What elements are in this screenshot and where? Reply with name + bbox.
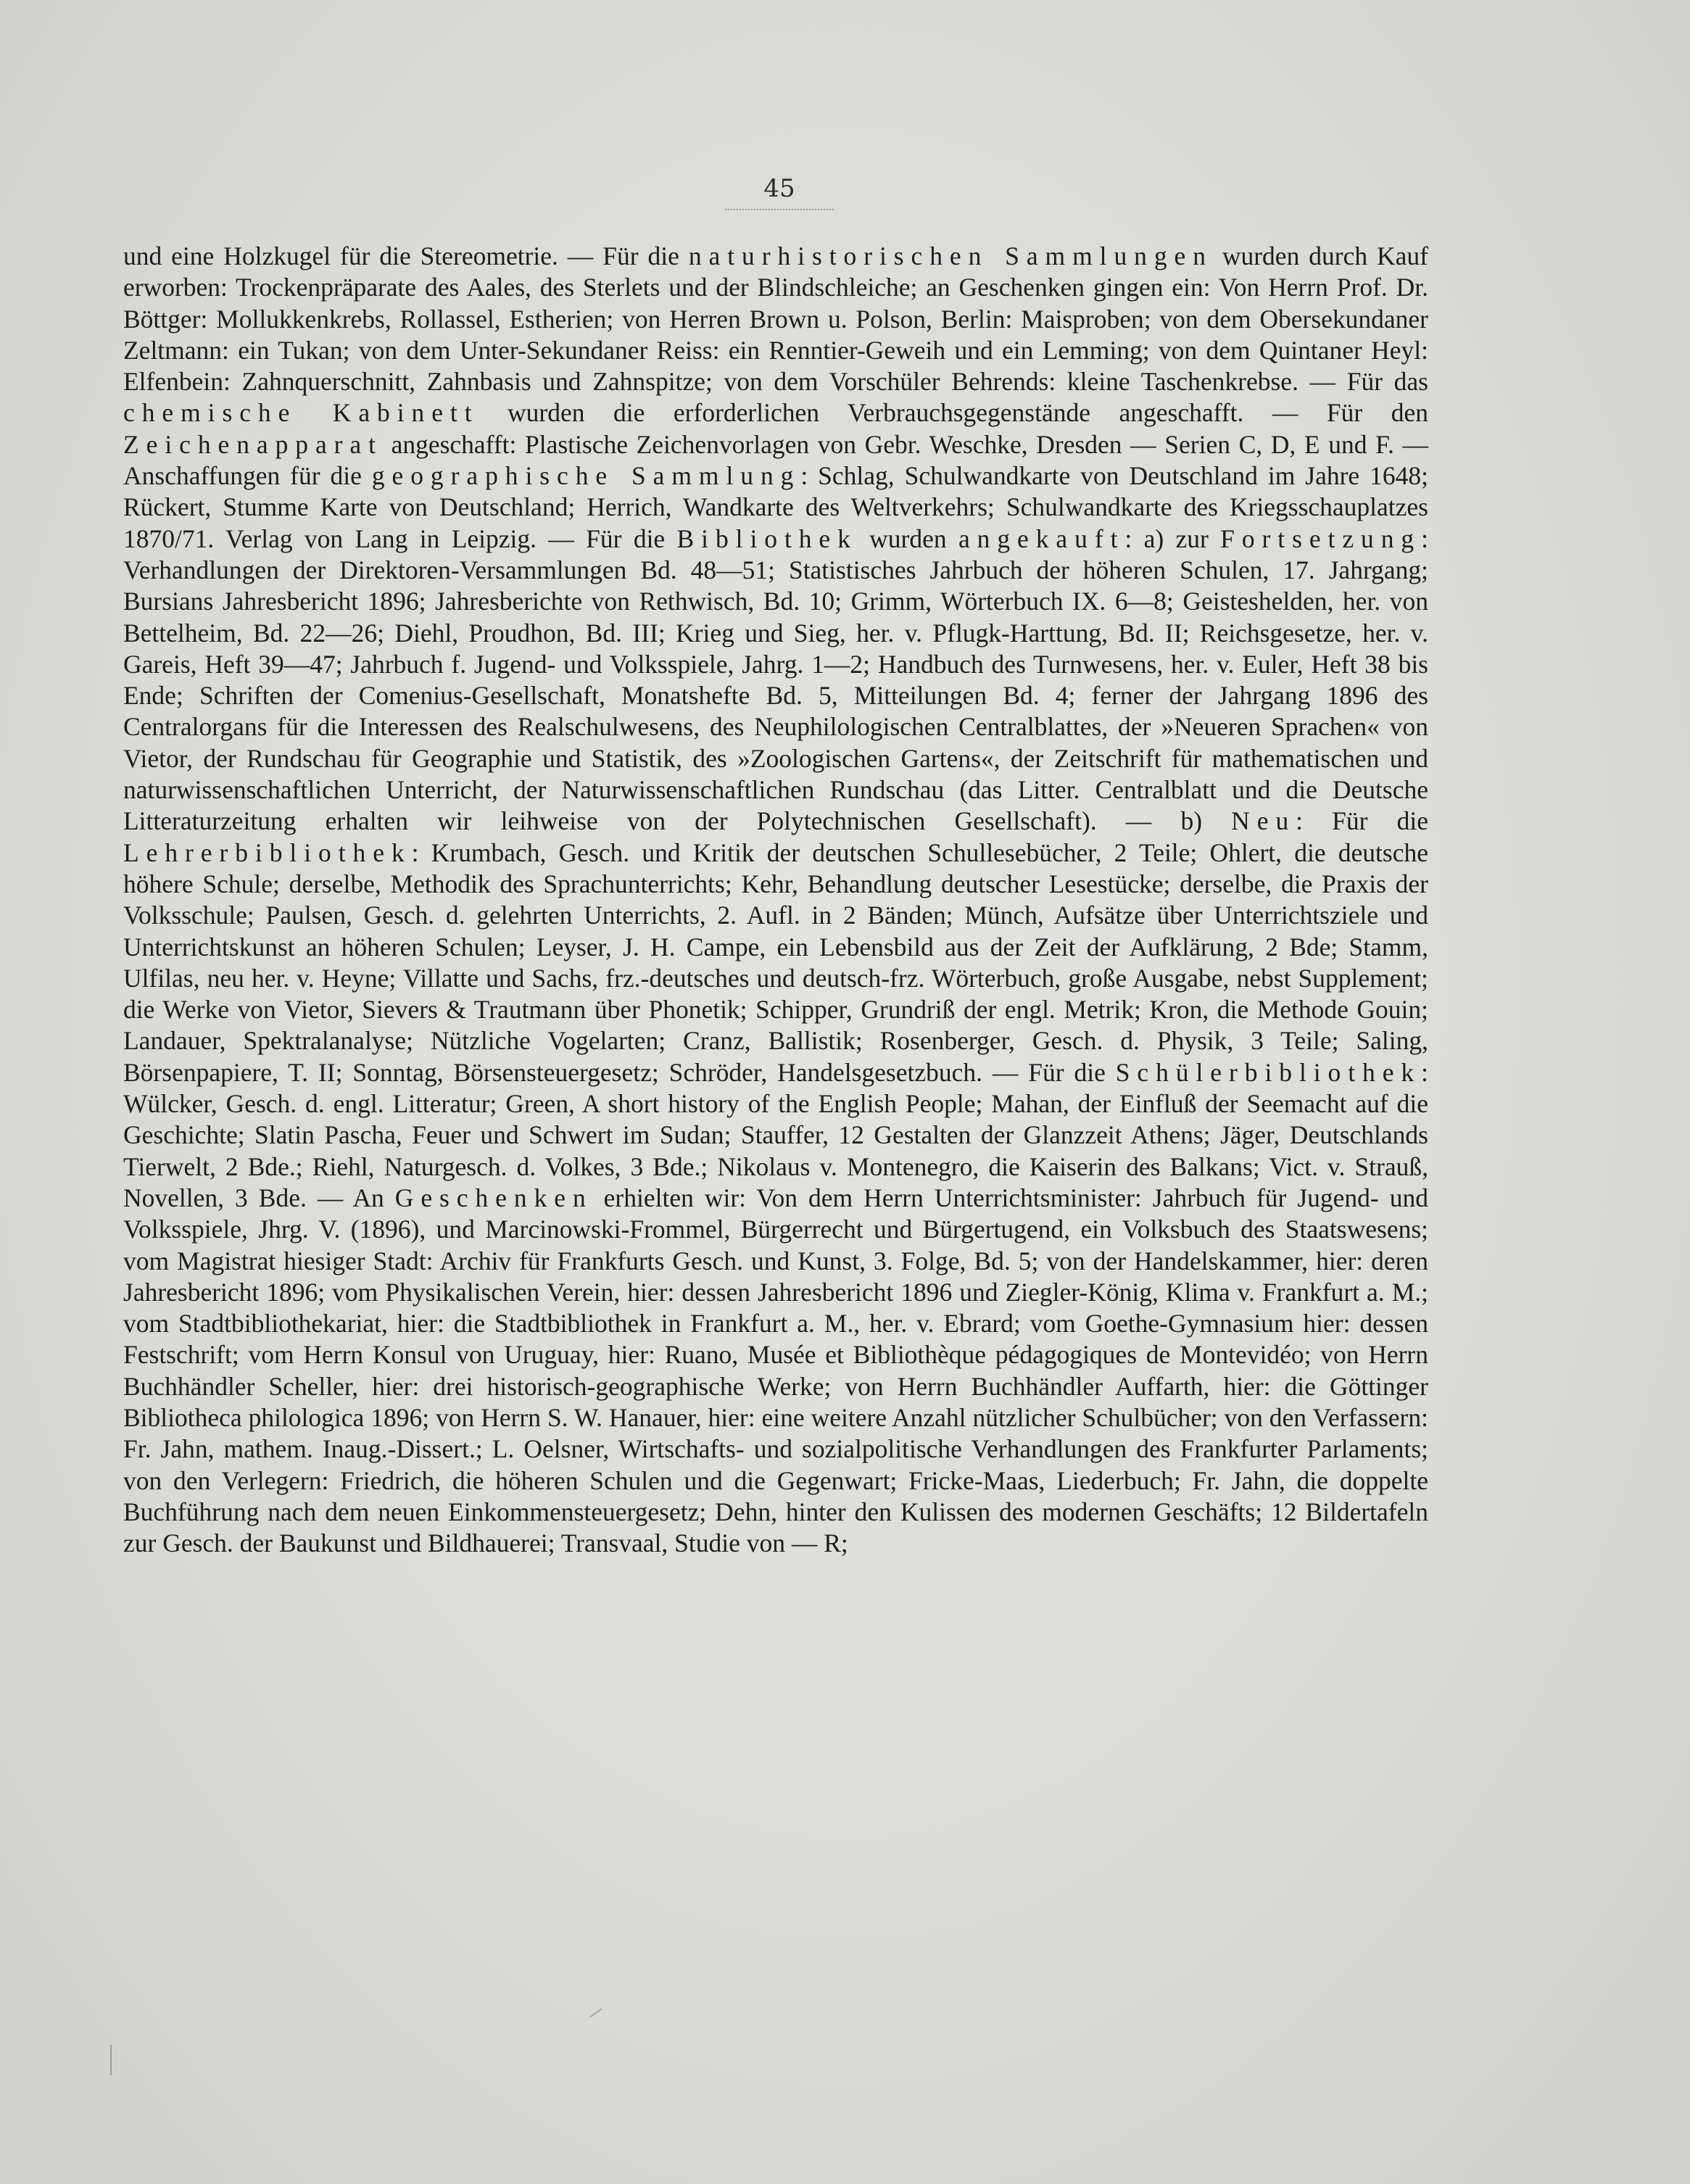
text-run: : a) zur [1124, 524, 1221, 553]
paragraph [123, 241, 1428, 1559]
spaced-heading-bibliothek: Bibliothek [676, 524, 858, 553]
scan-artifact-mark [589, 2008, 602, 2017]
text-run: wurden die erforderlichen Verbrauchsgegenstände angeschafft. — Für den [479, 398, 1428, 428]
spaced-heading-fortsetzung: Fortsetzung [1220, 524, 1422, 553]
scan-artifact-mark [110, 2045, 112, 2075]
spaced-heading-zeichenapparat: Zeichenapparat [123, 429, 383, 459]
page-number-ornament [725, 209, 834, 215]
text-run: und eine Holzkugel für die Stereometrie. — Für die [123, 241, 689, 270]
spaced-heading-geschenken: Geschenken [394, 1183, 593, 1212]
text-run: wurden durch Kauf erworben: Trockenpräparate des Aales, des Sterlets und der Blindschleiche; an Geschenken gingen ein: Von Herrn Prof. Dr. Böttger: Mollukkenkrebs, Rollassel, Estherien; von Herren Brown u. Polson, Berlin: Maisproben; von dem Obersekundaner Zeltmann: ein Tukan; von dem Unter-Sekundaner Reiss: ein Renntier-Geweih und ein Lemming; von dem Quintaner Heyl: Elfenbein: Zahnquerschnitt, Zahnbasis und Zahnspitze; von dem Vorschüler Behrends: kleine Taschenkrebse. — Für das [123, 241, 1428, 397]
body-text [123, 241, 1428, 1559]
text-run: erhielten wir: Von dem Herrn Unterrichtsminister: Jahrbuch für Jugend- und Volksspiele, Jhrg. V. (1896), und Marcinowski-Frommel, Bürgerrecht und Bürgertugend, ein Volksbuch des Staatswesens; vom Magistrat hiesiger Stadt: Archiv für Frankfurts Gesch. und Kunst, 3. Folge, Bd. 5; von der Handelskammer, hier: deren Jahresbericht 1896; vom Physikalischen Verein, hier: dessen Jahresbericht 1896 und Ziegler-König, Klima v. Frankfurt a. M.; vom Stadtbibliothekariat, hier: die Stadtbibliothek in Frankfurt a. M., her. v. Ebrard; vom Goethe-Gymnasium hier: dessen Festschrift; vom Herrn Konsul von Uruguay, hier: Ruano, Musée et Bibliothèque pédagogiques de Montevidéo; von Herrn Buchhändler Scheller, hier: drei historisch-geographische Werke; von Herrn Buchhändler Auffarth, hier: die Göttinger Bibliotheca philologica 1896; von Herrn S. W. Hanauer, hier: eine weitere Anzahl nützlicher Schulbücher; von den Verfassern: Fr. Jahn, mathem. Inaug.-Dissert.; L. Oelsner, Wirtschafts- und sozialpolitische Verhandlungen des Frankfurter Parlaments; von den Verlegern: Friedrich, die höheren Schulen und die Gegenwart; Fricke-Maas, Liederbuch; Fr. Jahn, die doppelte Buchführung nach dem neuen Einkommensteuergesetz; Dehn, hinter den Kulissen des modernen Geschäfts; 12 Bildertafeln zur Gesch. der Baukunst und Bildhauerei; Transvaal, Studie von — R; [123, 1183, 1428, 1558]
text-run: angeschafft: Plastische Zeichenvorlagen von Gebr. Weschke, Dresden — Serien C, D, E und F. — Anschaffungen für die [123, 429, 1428, 491]
spaced-heading-lehrerbibliothek: Lehrerbibliothek [123, 837, 412, 867]
spaced-heading-naturhistorische-sammlungen: naturhistorischen Sammlungen [688, 241, 1213, 270]
spaced-heading-chemisches-kabinett: chemische Kabinett [123, 398, 479, 428]
text-run: : Schlag, Schulwandkarte von Deutschland im Jahre 1648; Rückert, Stumme Karte von Deutschland; Herrich, Wandkarte des Weltverkehrs; Schulwandkarte des Kriegsschauplatzes 1870/71. Verlag von Lang in Leipzig. — Für die [123, 461, 1428, 553]
text-run: wurden [857, 524, 958, 553]
text-run: : Für die [1296, 806, 1428, 836]
page-number: 45 [763, 174, 795, 203]
spaced-heading-schuelerbibliothek: Schülerbibliothek [1115, 1057, 1422, 1087]
text-run: : Krumbach, Gesch. und Kritik der deutschen Schullesebücher, 2 Teile; Ohlert, die deutsche höhere Schule; derselbe, Methodik des Sprachunterrichts; Kehr, Behandlung deutscher Lesestücke; derselbe, die Praxis der Volksschule; Paulsen, Gesch. d. gelehrten Unterrichts, 2. Aufl. in 2 Bänden; Münch, Aufsätze über Unterrichtsziele und Unterrichtskunst an höheren Schulen; Leyser, J. H. Campe, ein Lebensbild aus der Zeit der Aufklärung, 2 Bde; Stamm, Ulfilas, neu her. v. Heyne; Villatte und Sachs, frz.-deutsches und deutsch-frz. Wörterbuch, große Ausgabe, nebst Supplement; die Werke von Vietor, Sievers & Trautmann über Phonetik; Schipper, Grundriß der engl. Metrik; Kron, die Methode Gouin; Landauer, Spektralanalyse; Nützliche Vogelarten; Cranz, Ballistik; Rosenberger, Gesch. d. Physik, 3 Teile; Saling, Börsenpapiere, T. II; Sonntag, Börsensteuergesetz; Schröder, Handelsgesetzbuch. — Für die [123, 837, 1428, 1087]
text-run: : Wülcker, Gesch. d. engl. Litteratur; Green, A short history of the English People; Mahan, der Einfluß der Seemacht auf die Geschichte; Slatin Pascha, Feuer und Schwert im Sudan; Stauffer, 12 Gestalten der Glanzzeit Athens; Jäger, Deutschlands Tierwelt, 2 Bde.; Riehl, Naturgesch. d. Volkes, 3 Bde.; Nikolaus v. Montenegro, die Kaiserin des Balkans; Vict. v. Strauß, Novellen, 3 Bde. — An [123, 1057, 1428, 1212]
spaced-heading-neu: Neu [1231, 806, 1296, 836]
spaced-heading-angekauft: angekauft [958, 524, 1125, 553]
text-run: : Verhandlungen der Direktoren-Versammlungen Bd. 48—51; Statistisches Jahrbuch der höheren Schulen, 17. Jahrgang; Bursians Jahresbericht 1896; Jahresberichte von Rethwisch, Bd. 10; Grimm, Wörterbuch IX. 6—8; Geisteshelden, her. von Bettelheim, Bd. 22—26; Diehl, Proudhon, Bd. III; Krieg und Sieg, her. v. Pflugk-Harttung, Bd. II; Reichsgesetze, her. v. Gareis, Heft 39—47; Jahrbuch f. Jugend- und Volksspiele, Jahrg. 1—2; Handbuch des Turnwesens, her. v. Euler, Heft 38 bis Ende; Schriften der Comenius-Gesellschaft, Monatshefte Bd. 5, Mitteilungen Bd. 4; ferner der Jahrgang 1896 des Centralorgans für die Interessen des Realschulwesens, des Neuphilologischen Centralblattes, der »Neueren Sprachen« von Vietor, der Rundschau für Geographie und Statistik, des »Zoologischen Gartens«, der Zeitschrift für mathematischen und naturwissenschaftlichen Unterricht, der Naturwissenschaftlichen Rundschau (das Litter. Centralblatt und die Deutsche Litteraturzeitung erhalten wir leihweise von der Polytechnischen Gesellschaft). — b) [123, 524, 1428, 836]
spaced-heading-geographische-sammlung: geographische Sammlung [371, 461, 801, 491]
